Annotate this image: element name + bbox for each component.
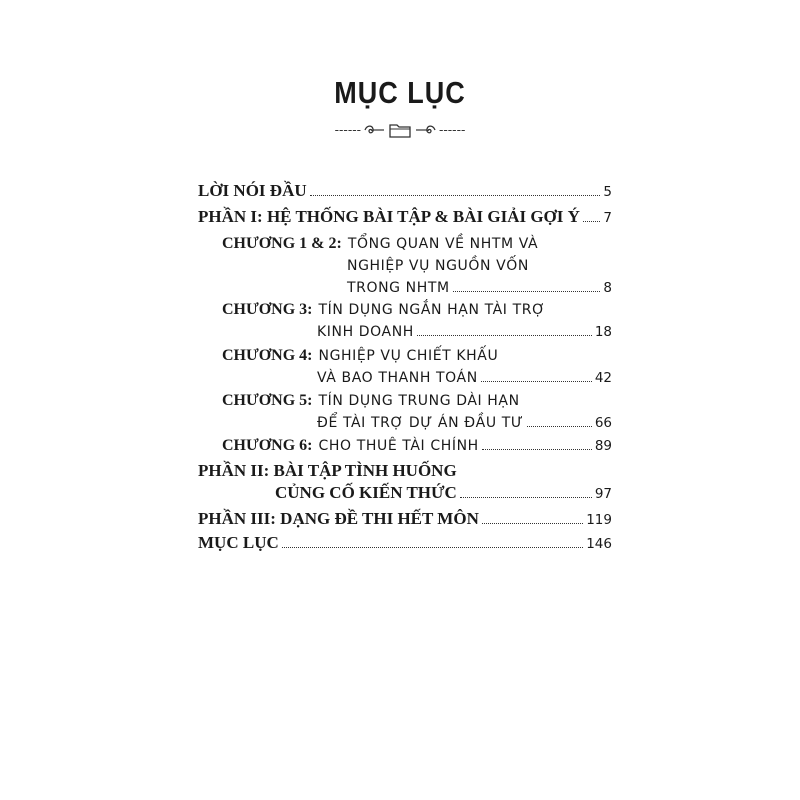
toc-entry-chuong-1-2-line2 [347,255,529,277]
leader-dots [482,449,592,450]
chapter-title-line2: ĐỂ TÀI TRỢ DỰ ÁN ĐẦU TƯ [317,415,524,431]
chapter-label: CHƯƠNG 6: [222,437,313,454]
toc-entry-chuong-5[interactable] [222,390,520,412]
toc-page-number: 7 [603,210,612,226]
toc-entry-phan-2-line2 [275,482,612,505]
toc-page-number: 5 [603,184,612,200]
toc-entry-title: PHẦN III: DẠNG ĐỀ THI HẾT MÔN [198,509,479,528]
leader-dots [310,195,601,196]
toc-entry-chuong-4-line2 [317,367,612,389]
chapter-title-line2: NGHIỆP VỤ NGUỒN VỐN [347,258,529,274]
toc-entry-phan-2[interactable] [198,460,457,482]
chapter-title-line3: TRONG NHTM [347,280,450,296]
leader-dots [460,497,592,498]
chapter-title-line2: VÀ BAO THANH TOÁN [317,370,478,386]
chapter-title-line1: TÍN DỤNG TRUNG DÀI HẠN [318,393,520,409]
leader-dots [527,426,592,427]
toc-entry-loi-noi-dau[interactable] [198,180,612,203]
toc-entry-chuong-5-line2 [317,412,612,434]
chapter-label: CHƯƠNG 1 & 2: [222,235,342,252]
ornament-dashes-right: ------ [439,122,466,138]
chapter-label: CHƯƠNG 3: [222,301,313,318]
toc-entry-chuong-3[interactable] [222,299,545,321]
toc-entry-title: MỤC LỤC [198,533,279,552]
toc-entry-title-line2: CỦNG CỐ KIẾN THỨC [275,483,457,502]
chapter-title-line2: KINH DOANH [317,324,414,340]
toc-entry-chuong-4[interactable] [222,345,498,367]
toc-page-number: 89 [594,438,612,454]
chapter-title-line1: TÍN DỤNG NGẮN HẠN TÀI TRỢ [318,302,546,318]
toc-page-number: 8 [603,280,612,296]
leader-dots [453,291,601,292]
toc-entry-title: LỜI NÓI ĐẦU [198,181,307,200]
toc-entry-phan-1[interactable] [198,206,612,229]
toc-entry-phan-3[interactable] [198,508,612,531]
toc-entry-title: PHẦN II: BÀI TẬP TÌNH HUỐNG [198,461,457,480]
chapter-label: CHƯƠNG 5: [222,392,313,409]
toc-page-number: 146 [586,536,612,552]
toc-page-number: 18 [594,324,612,340]
leader-dots [482,523,583,524]
leader-dots [417,335,592,336]
page-title: MỤC LỤC [334,76,466,110]
toc-entry-chuong-1-2[interactable] [222,233,538,255]
chapter-title-line1: NGHIỆP VỤ CHIẾT KHẤU [318,348,499,364]
toc-page-number: 119 [586,512,612,528]
toc-entry-chuong-3-line2 [317,321,612,343]
leader-dots [481,381,592,382]
toc-page-number: 66 [594,415,612,431]
toc-entry-chuong-1-2-line3 [347,277,612,299]
toc-entry-muc-luc[interactable] [198,532,612,555]
chapter-title-line1: CHO THUÊ TÀI CHÍNH [318,438,479,454]
toc-page-number: 97 [594,486,612,502]
leader-dots [282,547,583,548]
chapter-title-line1: TỔNG QUAN VỀ NHTM VÀ [347,236,539,252]
ornament-dashes-left: ------ [334,122,361,138]
leader-dots [583,221,600,222]
toc-page-number: 42 [594,370,612,386]
toc-entry-title: PHẦN I: HỆ THỐNG BÀI TẬP & BÀI GIẢI GỢI Ý [198,207,580,226]
chapter-label: CHƯƠNG 4: [222,347,313,364]
toc-entry-chuong-6[interactable] [222,435,612,457]
